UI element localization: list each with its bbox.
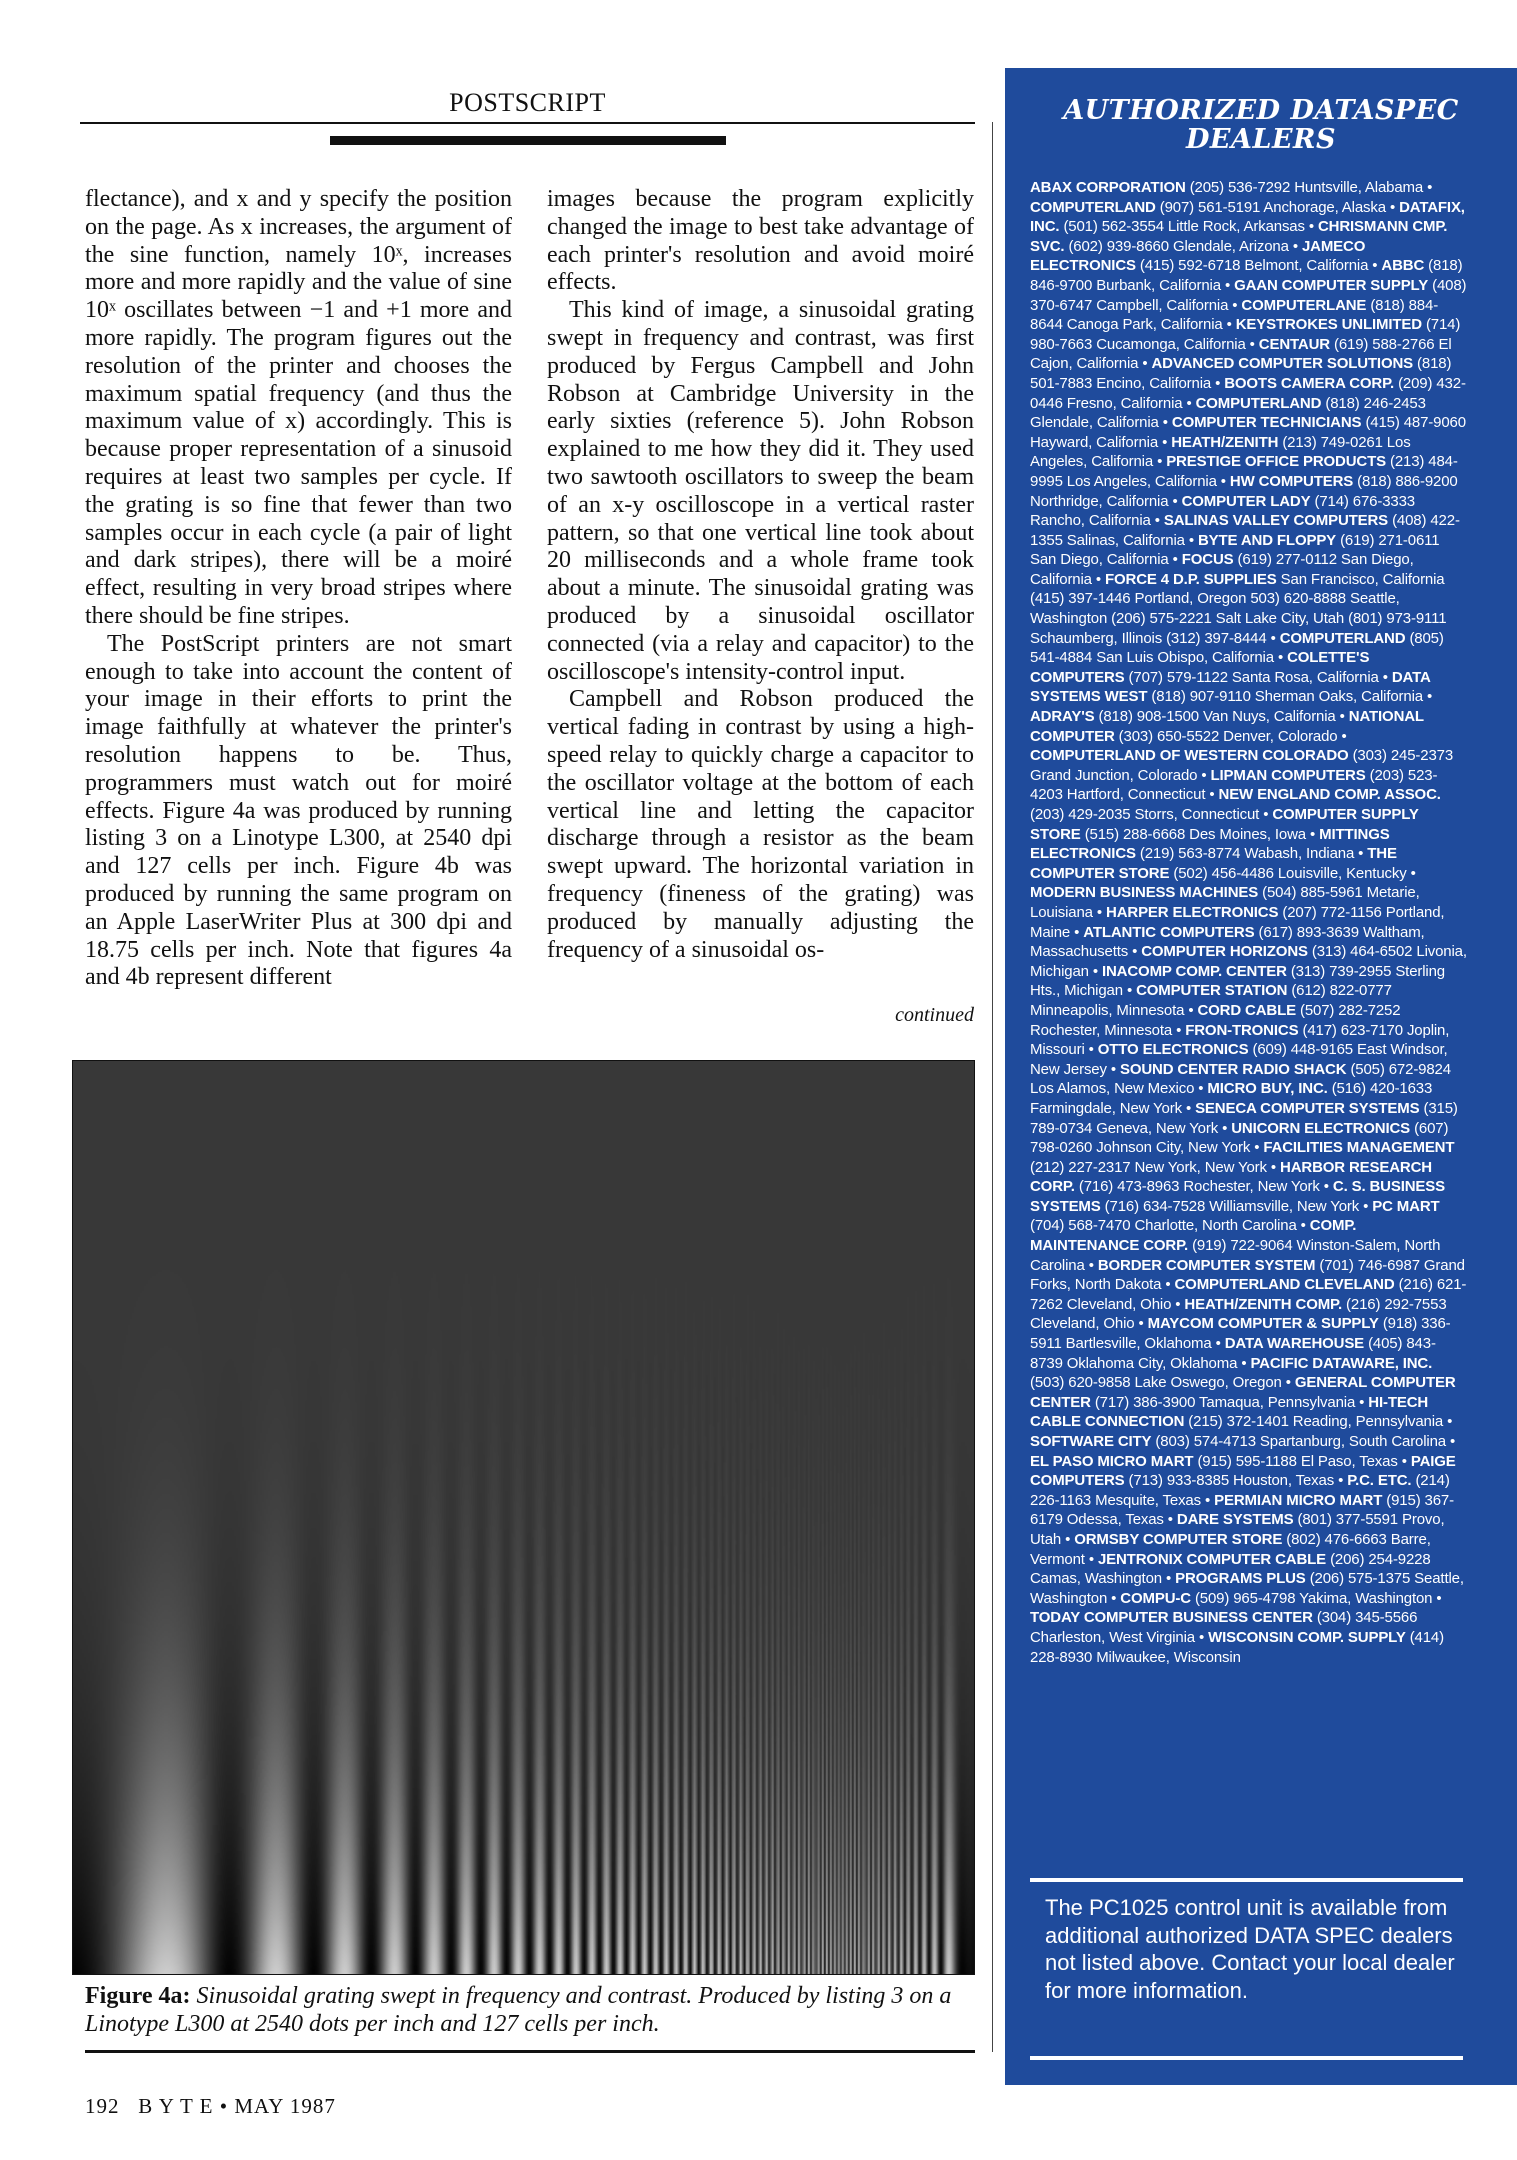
bullet-separator: •: [1397, 1452, 1411, 1470]
dealer-name: ATLANTIC COMPUTERS: [1083, 923, 1255, 941]
dealer-name: BOOTS CAMERA CORP.: [1224, 374, 1395, 392]
bullet-separator: •: [1182, 394, 1196, 412]
dealer-details: (609) 448-9165 East Windsor, New Jersey: [1030, 1041, 1448, 1078]
dealer-details: (315) 789-0734 Geneva, New York: [1030, 1099, 1458, 1137]
dealer-details: (818) 246-2453 Glendale, California: [1030, 394, 1426, 432]
bullet-separator: •: [1205, 786, 1219, 804]
dealer-details: (707) 579-1122 Santa Rosa, California: [1128, 668, 1379, 686]
dealer-details: (612) 822-0777 Minneapolis, Minnesota: [1030, 982, 1392, 1019]
bullet-separator: •: [1259, 806, 1273, 823]
dealer-details: (714) 676-3333 Rancho, California: [1030, 492, 1415, 530]
dealer-details: (619) 271-0611 San Diego, California: [1030, 531, 1440, 569]
bullet-separator: •: [1250, 1139, 1264, 1157]
bullet-separator: •: [1432, 1589, 1442, 1607]
dealer-details: (919) 722-9064 Winston-Salem, North Carolina: [1030, 1237, 1441, 1274]
dealer-name: DATAFIX, INC.: [1030, 198, 1465, 236]
bullet-separator: •: [1422, 688, 1433, 706]
dealer-name: FORCE 4 D.P. SUPPLIES: [1105, 570, 1277, 588]
dealer-name: COMPUTERLAND CLEVELAND: [1174, 1276, 1395, 1294]
dealer-details: (405) 843-8739 Oklahoma City, Oklahoma: [1030, 1335, 1436, 1372]
dealer-name: COMPUTERLAND: [1195, 394, 1322, 412]
bullet-separator: •: [1266, 1158, 1281, 1176]
figure-label: Figure 4a:: [85, 1983, 191, 2009]
dealer-name: PAIGE COMPUTERS: [1030, 1452, 1456, 1490]
dealer-details: (219) 563-8774 Wabash, Indiana: [1139, 845, 1355, 863]
bullet-separator: •: [1084, 1550, 1098, 1568]
dealer-details: (303) 245-2373 Grand Junction, Colorado: [1030, 747, 1454, 784]
dealer-details: (509) 965-4798 Yakima, Washington: [1194, 1589, 1433, 1607]
footer-rule: [85, 2050, 975, 2053]
dealer-name: COMPUTER HORIZONS: [1141, 943, 1308, 961]
bullet-separator: •: [1181, 1099, 1196, 1117]
dealer-name: JENTRONIX COMPUTER CABLE: [1097, 1550, 1327, 1568]
dealer-name: CHRISMANN CMP. SVC.: [1030, 218, 1448, 255]
dealer-name: CORD CABLE: [1197, 1001, 1296, 1019]
bullet-separator: •: [1168, 551, 1182, 569]
dealer-details: (215) 372-1401 Reading, Pennsylvania: [1188, 1413, 1444, 1431]
dealer-details: (915) 595-1188 El Paso, Texas: [1197, 1452, 1398, 1470]
column-divider: [992, 122, 993, 2052]
dealer-name: COMPUTERLAND: [1279, 629, 1406, 647]
bullet-separator: •: [1266, 629, 1280, 647]
dealer-details: (617) 893-3639 Waltham, Massachusetts: [1030, 923, 1425, 961]
dealer-name: COMPUTERLANE: [1241, 296, 1367, 314]
dealer-details: (805) 541-4884 San Luis Obispo, California: [1030, 629, 1444, 667]
header-rule: [80, 122, 975, 124]
bullet-separator: •: [1211, 374, 1225, 392]
dealer-name: COMPUTERLAND: [1030, 198, 1156, 216]
header-bar: [330, 136, 726, 145]
dealer-name: HEATH/ZENITH COMP.: [1184, 1295, 1342, 1313]
dealer-entry: [1030, 1433, 1446, 1450]
dealer-list: [1030, 178, 1467, 1667]
dealer-entry: [1030, 179, 1423, 196]
page-number: 192: [85, 2094, 120, 2118]
dealer-title: [1005, 96, 1517, 154]
dealer-details: (415) 592-6718 Belmont, California: [1139, 257, 1369, 275]
bullet-separator: •: [1423, 179, 1433, 196]
dealer-details: (206) 575-1375 Seattle, Washington: [1030, 1570, 1464, 1607]
figure-caption-text: Sinusoidal grating swept in frequency and contrast. Produced by listing 3 on a Linotype L300 at 2540 dots per inch and 127 cells per inch.: [85, 1983, 952, 2037]
dealer-name: ABAX CORPORATION: [1030, 179, 1186, 196]
dealer-details: (716) 634-7528 Williamsville, New York: [1104, 1197, 1360, 1215]
dealer-details: (216) 621-7262 Cleveland, Ohio: [1030, 1276, 1467, 1313]
dealer-details: (209) 432-0446 Fresno, California: [1030, 374, 1466, 412]
dealer-details: (213) 749-0261 Los Angeles, California: [1030, 433, 1411, 471]
dealer-name: PROGRAMS PLUS: [1175, 1570, 1306, 1588]
dealer-advertisement: [1005, 68, 1517, 2085]
dealer-name: HEATH/ZENITH: [1171, 433, 1279, 451]
dealer-name: OTTO ELECTRONICS: [1097, 1041, 1249, 1059]
paragraph: flectance), and x and y specify the position on the page. As x increases, the argument of the sine function, namely 10ˣ, increases more and more rapidly and the value of sine 10ˣ oscillates between −1 and +1 more and more rapidly. The program figures out the resolution of the printer and chooses the maximum spatial frequency (and thus the maximum value of x) accordingly. This is because proper representation of a sinusoid requires at least two samples per cycle. If the grating is so fine that fewer than two samples occur in each cycle (a pair of light and dark stripes), there will be a moiré effect, resulting in very broad stripes where there should be fine stripes.: [85, 186, 512, 629]
dealer-details: (602) 939-8660 Glendale, Arizona: [1068, 237, 1289, 255]
dealer-name: DATA WAREHOUSE: [1224, 1335, 1365, 1353]
dealer-details: (818) 501-7883 Encino, California: [1030, 355, 1452, 392]
page-footer: [85, 2094, 336, 2119]
dealer-details: (714) 980-7663 Cucamonga, California: [1030, 316, 1461, 353]
bullet-separator: •: [1061, 1530, 1075, 1548]
dealer-details: (304) 345-5566 Charleston, West Virginia: [1030, 1609, 1418, 1646]
dealer-name: INACOMP COMP. CENTER: [1101, 962, 1287, 980]
dealer-entry: [1030, 199, 1386, 216]
bullet-separator: •: [1150, 512, 1164, 530]
bullet-separator: •: [1091, 570, 1106, 588]
bullet-separator: •: [1319, 1178, 1333, 1196]
dealer-details: (818) 908-1500 Van Nuys, California: [1098, 708, 1336, 726]
dealer-details: (818) 886-9200 Northridge, California: [1030, 472, 1458, 510]
bullet-separator: •: [1273, 649, 1288, 667]
dealer-name: MODERN BUSINESS MACHINES: [1030, 884, 1259, 902]
bullet-separator: •: [1304, 218, 1318, 236]
dealer-name: NATIONAL COMPUTER: [1030, 708, 1424, 745]
bullet-separator: •: [1200, 1491, 1215, 1509]
bullet-separator: •: [1184, 1001, 1198, 1019]
dealer-name: COMPUTER SUPPLY STORE: [1030, 806, 1419, 843]
dealer-name: DARE SYSTEMS: [1176, 1511, 1294, 1529]
dealer-details: (607) 798-0260 Johnson City, New York: [1030, 1119, 1449, 1157]
dealer-details: (203) 523-4203 Hartford, Connecticut: [1030, 766, 1438, 804]
bullet-separator: •: [1128, 943, 1142, 961]
bullet-separator: •: [1296, 1217, 1310, 1235]
dealer-name: COMPU-C: [1120, 1589, 1191, 1607]
dealer-name: MITTINGS ELECTRONICS: [1030, 825, 1390, 863]
dealer-title-line: DEALERS: [1186, 124, 1336, 155]
bullet-separator: •: [1158, 433, 1172, 451]
dealer-details: (417) 623-7170 Joplin, Missouri: [1030, 1021, 1450, 1059]
bullet-separator: •: [1406, 864, 1416, 882]
article-column-middle: [547, 186, 974, 964]
dealer-details: (619) 277-0112 San Diego, California: [1030, 551, 1414, 588]
bullet-separator: •: [1306, 825, 1320, 843]
dealer-details: (408) 370-6747 Campbell, California: [1030, 276, 1467, 314]
bullet-separator: •: [1385, 198, 1400, 216]
bullet-separator: •: [1163, 1511, 1177, 1529]
dealer-details: (507) 282-7252 Rochester, Minnesota: [1030, 1001, 1401, 1039]
bullet-separator: •: [1161, 1570, 1176, 1588]
dealer-name: COMPUTERLAND OF WESTERN COLORADO: [1030, 747, 1349, 765]
bullet-separator: •: [1171, 1295, 1185, 1313]
bullet-separator: •: [1218, 1119, 1232, 1137]
dealer-details: (213) 484-9995 Los Angeles, California: [1030, 453, 1458, 490]
bullet-separator: •: [1168, 492, 1182, 510]
dealer-name: KEYSTROKES UNLIMITED: [1235, 316, 1422, 334]
dealer-details: (313) 464-6502 Livonia, Michigan: [1030, 943, 1467, 980]
dealer-name: COMPUTER LADY: [1181, 492, 1311, 510]
bullet-separator: •: [1359, 1197, 1373, 1215]
dealer-details: (803) 574-4713 Spartanburg, South Carolina: [1155, 1433, 1446, 1450]
dealer-details: (915) 367-6179 Odessa, Texas: [1030, 1491, 1454, 1529]
grating-image: [73, 1061, 974, 1974]
bullet-separator: •: [1222, 316, 1236, 334]
dealer-name: P.C. ETC.: [1347, 1472, 1412, 1490]
bullet-separator: •: [1355, 1393, 1369, 1411]
bullet-separator: •: [1194, 1628, 1209, 1646]
bullet-separator: •: [1106, 1060, 1120, 1078]
dealer-entry: [1120, 1590, 1432, 1607]
bullet-separator: •: [1184, 531, 1198, 549]
dealer-name: MAYCOM COMPUTER & SUPPLY: [1147, 1315, 1379, 1333]
dealer-details: (619) 588-2766 El Cajon, California: [1030, 335, 1452, 373]
dealer-details: (504) 885-5961 Metarie, Louisiana: [1030, 884, 1420, 921]
bullet-separator: •: [1153, 453, 1167, 471]
dealer-details: (216) 292-7553 Cleveland, Ohio: [1030, 1295, 1447, 1333]
dealer-details: (408) 422-1355 Salinas, California: [1030, 512, 1460, 549]
dealer-details: (205) 536-7292 Huntsville, Alabama: [1189, 179, 1424, 196]
dealer-entry: [1030, 708, 1336, 725]
dealer-name: LIPMAN COMPUTERS: [1210, 766, 1366, 784]
dealer-name: HARBOR RESEARCH CORP.: [1030, 1158, 1432, 1196]
dealer-name: C. S. BUSINESS SYSTEMS: [1030, 1178, 1445, 1215]
dealer-name: BORDER COMPUTER SYSTEM: [1097, 1256, 1316, 1274]
dealer-details: (516) 420-1633 Farmingdale, New York: [1030, 1080, 1433, 1117]
dealer-details: (918) 336-5911 Bartlesville, Oklahoma: [1030, 1315, 1451, 1353]
dealer-details: (501) 562-3554 Little Rock, Arkansas: [1063, 218, 1305, 236]
dealer-name: UNICORN ELECTRONICS: [1231, 1119, 1411, 1137]
dealer-details: (414) 228-8930 Milwaukee, Wisconsin: [1030, 1628, 1444, 1666]
section-title: POSTSCRIPT: [449, 88, 606, 117]
dealer-details: (818) 846-9700 Burbank, California: [1030, 257, 1463, 294]
bullet-separator: •: [1158, 414, 1172, 432]
dealer-name: SOFTWARE CITY: [1030, 1433, 1152, 1450]
article-column-left: [85, 186, 512, 992]
dealer-name: FACILITIES MANAGEMENT: [1263, 1139, 1455, 1157]
bullet-separator: •: [1092, 903, 1107, 921]
dealer-name: COMP. MAINTENANCE CORP.: [1030, 1217, 1357, 1255]
bullet-separator: •: [1443, 1413, 1453, 1431]
dealer-details: (502) 456-4486 Louisville, Kentucky: [1173, 864, 1407, 882]
dealer-details: (212) 227-2317 New York, New York: [1030, 1158, 1267, 1176]
dealer-details: (701) 746-6987 Grand Forks, North Dakota: [1030, 1256, 1465, 1294]
paragraph: This kind of image, a sinusoidal grating swept in frequency and contrast, was first produced by Fergus Campbell and John Robson at Cambridge University in the early sixties (reference 5). John Robson explained to me how they did it. They used two sawtooth oscillators to sweep the beam of an x-y oscilloscope in a vertical raster pattern, so that one vertical line took about 20 milliseconds and a whole frame took about a minute. The sinusoidal grating was produced by a sinusoidal oscillator connected (via a relay and capacitor) to the oscilloscope's intensity-control input.: [547, 297, 974, 685]
dealer-details: (303) 650-5522 Denver, Colorado: [1118, 727, 1338, 745]
bullet-separator: •: [1354, 845, 1368, 863]
dealer-name: PC MART: [1372, 1197, 1440, 1215]
dealer-name: SENECA COMPUTER SYSTEMS: [1195, 1099, 1420, 1117]
bullet-separator: •: [1088, 962, 1102, 980]
dealer-name: DATA SYSTEMS WEST: [1030, 668, 1431, 706]
dealer-name: BYTE AND FLOPPY: [1197, 531, 1337, 549]
dealer-details: (907) 561-5191 Anchorage, Alaska: [1159, 198, 1386, 216]
dealer-name: COMPUTER TECHNICIANS: [1171, 414, 1362, 432]
bullet-separator: •: [1138, 355, 1152, 373]
dealer-name: ADRAY'S: [1030, 708, 1095, 726]
dealer-name: TODAY COMPUTER BUSINESS CENTER: [1030, 1609, 1313, 1627]
dealer-name: PACIFIC DATAWARE, INC.: [1250, 1354, 1433, 1372]
dealer-details: (704) 568-7470 Charlotte, North Carolina: [1030, 1217, 1297, 1235]
dealer-details: (206) 254-9228 Camas, Washington: [1030, 1550, 1431, 1588]
bullet-separator: •: [1334, 1472, 1348, 1490]
dealer-details: (802) 476-6663 Barre, Vermont: [1030, 1530, 1431, 1568]
dealer-details: (801) 377-5591 Provo, Utah: [1030, 1511, 1445, 1548]
dealer-details: (818) 907-9110 Sherman Oaks, California: [1151, 688, 1423, 706]
dealer-name: WISCONSIN COMP. SUPPLY: [1208, 1628, 1406, 1646]
dealer-details: (415) 487-9060 Hayward, California: [1030, 414, 1466, 451]
dealer-name: PRESTIGE OFFICE PRODUCTS: [1166, 453, 1386, 471]
dealer-details: (313) 739-2955 Sterling Hts., Michigan: [1030, 962, 1445, 1000]
dealer-details: (717) 386-3900 Tamaqua, Pennsylvania: [1094, 1393, 1356, 1411]
bullet-separator: •: [1161, 1276, 1175, 1294]
dealer-name: NEW ENGLAND COMP. ASSOC.: [1218, 786, 1441, 804]
dealer-name: HARPER ELECTRONICS: [1106, 903, 1279, 921]
bullet-separator: •: [1335, 708, 1349, 726]
dealer-name: COLETTE'S COMPUTERS: [1030, 649, 1370, 686]
dealer-name: SOUND CENTER RADIO SHACK: [1120, 1060, 1347, 1078]
dealer-note: The PC1025 control unit is available from additional authorized DATA SPEC dealers not listed above. Contact your local dealer for more information.: [1045, 1895, 1455, 2003]
figure-caption: [85, 1982, 975, 2038]
dealer-name: MICRO BUY, INC.: [1207, 1080, 1328, 1098]
bullet-separator: •: [1237, 1354, 1251, 1372]
dealer-name: GAAN COMPUTER SUPPLY: [1234, 276, 1429, 294]
dealer-name: ABBC: [1381, 257, 1425, 275]
bullet-separator: •: [1194, 1080, 1208, 1098]
dealer-name: PERMIAN MICRO MART: [1214, 1491, 1383, 1509]
dealer-entry: [1030, 1453, 1398, 1470]
dealer-details: (203) 429-2035 Storrs, Connecticut: [1030, 806, 1260, 823]
dealer-details: (503) 620-9858 Lake Oswego, Oregon: [1030, 1374, 1282, 1392]
dealer-name: JAMECO ELECTRONICS: [1030, 237, 1366, 275]
dealer-details: (515) 288-6668 Des Moines, Iowa: [1084, 825, 1306, 843]
dealer-details: (713) 933-8385 Houston, Texas: [1128, 1472, 1335, 1490]
dealer-name: EL PASO MICRO MART: [1030, 1452, 1194, 1470]
bullet-separator: •: [1107, 1589, 1121, 1607]
box-rule: [1030, 2056, 1463, 2060]
dealer-details: San Francisco, California (415) 397-1446 Portland, Oregon 503) 620-8888 Seattle, Washington (206) 575-2221 Salt Lake City, Utah (801) 973-9111 Schaumberg, Illinois (312) 397-8444: [1030, 570, 1447, 647]
bullet-separator: •: [1084, 1041, 1098, 1059]
dealer-name: FRON-TRONICS: [1185, 1021, 1299, 1039]
dealer-name: HI-TECH CABLE CONNECTION: [1030, 1393, 1429, 1431]
bullet-separator: •: [1288, 237, 1302, 255]
dealer-details: (214) 226-1163 Mesquite, Texas: [1030, 1472, 1450, 1509]
bullet-separator: •: [1216, 472, 1230, 490]
publication-info: B Y T E • MAY 1987: [138, 2094, 336, 2118]
dealer-details: (818) 884-8644 Canoga Park, California: [1030, 296, 1439, 334]
bullet-separator: •: [1281, 1374, 1295, 1392]
bullet-separator: •: [1446, 1433, 1456, 1450]
dealer-name: GENERAL COMPUTER CENTER: [1030, 1374, 1456, 1411]
bullet-separator: •: [1378, 668, 1392, 686]
dealer-name: SALINAS VALLEY COMPUTERS: [1163, 512, 1389, 530]
bullet-separator: •: [1337, 727, 1347, 745]
bullet-separator: •: [1368, 257, 1382, 275]
bullet-separator: •: [1211, 1335, 1225, 1353]
box-rule: [1030, 1878, 1463, 1882]
dealer-name: THE COMPUTER STORE: [1030, 845, 1397, 882]
bullet-separator: •: [1134, 1315, 1148, 1333]
paragraph: images because the program explicitly changed the image to best take advantage of each printer's resolution and avoid moiré effects.: [547, 186, 974, 296]
bullet-separator: •: [1084, 1256, 1098, 1274]
continued-label: continued: [895, 1004, 974, 1026]
dealer-details: (505) 672-9824 Los Alamos, New Mexico: [1030, 1060, 1451, 1098]
dealer-name: ADVANCED COMPUTER SOLUTIONS: [1151, 355, 1413, 373]
bullet-separator: •: [1220, 276, 1235, 294]
dealer-name: HW COMPUTERS: [1229, 472, 1354, 490]
dealer-details: (207) 772-1156 Portland, Maine: [1030, 903, 1445, 941]
bullet-separator: •: [1245, 335, 1259, 353]
bullet-separator: •: [1197, 766, 1211, 784]
bullet-separator: •: [1122, 982, 1137, 1000]
bullet-separator: •: [1228, 296, 1242, 314]
figure-sinusoidal-grating: [72, 1060, 975, 1975]
paragraph: The PostScript printers are not smart enough to take into account the content of your image in their efforts to print the image faithfully at whatever the printer's resolution happens to be. Thus, programmers must watch out for moiré effects. Figure 4a was produced by running listing 3 on a Linotype L300, at 2540 dpi and 127 cells per inch. Figure 4b was produced by running the same program on an Apple LaserWriter Plus at 300 dpi and 18.75 cells per inch. Note that figures 4a and 4b represent different: [85, 630, 512, 991]
dealer-name: ORMSBY COMPUTER STORE: [1074, 1530, 1283, 1548]
dealer-name: FOCUS: [1181, 551, 1234, 569]
dealer-name: CENTAUR: [1258, 335, 1330, 353]
dealer-details: (716) 473-8963 Rochester, New York: [1078, 1178, 1320, 1196]
bullet-separator: •: [1070, 923, 1084, 941]
paragraph: Campbell and Robson produced the vertical fading in contrast by using a high-speed relay to quickly charge a capacitor to the oscillator voltage at the bottom of each vertical line and letting the capacitor discharge through a resistor as the beam swept upward. The horizontal variation in frequency (fineness of the grating) was produced by manually adjusting the frequency of a sinusoidal os-: [547, 686, 974, 963]
dealer-name: COMPUTER STATION: [1136, 982, 1288, 1000]
dealer-title-line: AUTHORIZED DATASPEC: [1063, 95, 1459, 126]
bullet-separator: •: [1172, 1021, 1186, 1039]
